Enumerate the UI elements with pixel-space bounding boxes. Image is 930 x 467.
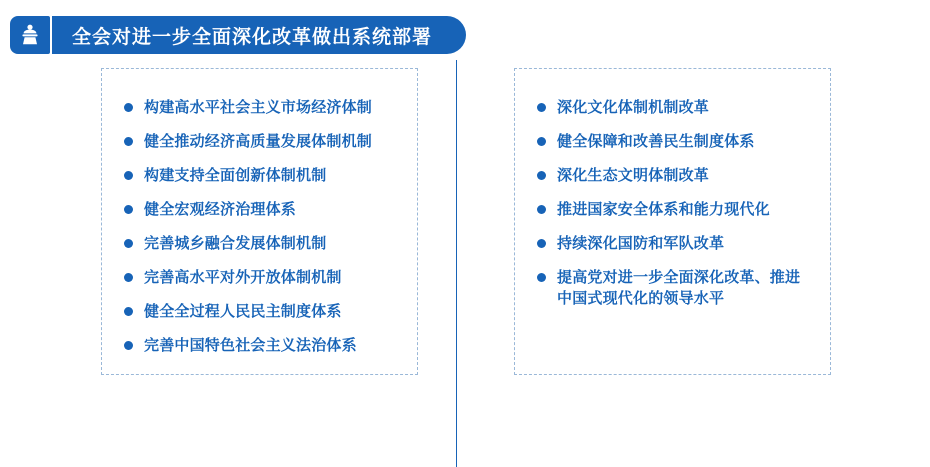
- list-item-label: 深化生态文明体制改革: [557, 167, 710, 184]
- list-item: [124, 97, 399, 118]
- list-item-label: 健全推动经济高质量发展体制机制: [144, 133, 373, 150]
- bullet-dot-icon: [537, 239, 546, 248]
- bullet-dot-icon: [537, 273, 546, 282]
- list-item: [124, 335, 399, 356]
- bullet-dot-icon: [124, 205, 133, 214]
- list-item: [537, 131, 812, 152]
- left-column-list: [124, 97, 399, 356]
- header-bar: [52, 16, 466, 54]
- list-item-label: 健全宏观经济治理体系: [144, 201, 297, 218]
- bullet-dot-icon: [537, 205, 546, 214]
- list-item: [124, 233, 399, 254]
- list-item-label: 推进国家安全体系和能力现代化: [557, 201, 770, 218]
- list-item-label: 持续深化国防和军队改革: [557, 235, 725, 252]
- right-column-list: [537, 97, 812, 309]
- list-item-label: 完善中国特色社会主义法治体系: [144, 337, 357, 354]
- list-item-label: 完善高水平对外开放体制机制: [144, 269, 342, 286]
- list-item: [124, 301, 399, 322]
- page-title: 全会对进一步全面深化改革做出系统部署: [72, 26, 433, 48]
- bullet-dot-icon: [124, 307, 133, 316]
- list-item: [537, 233, 812, 254]
- list-item-label: 构建高水平社会主义市场经济体制: [144, 99, 373, 116]
- list-item-label: 健全全过程人民民主制度体系: [144, 303, 342, 320]
- bullet-dot-icon: [124, 273, 133, 282]
- bullet-dot-icon: [124, 341, 133, 350]
- list-item: [124, 199, 399, 220]
- bullet-dot-icon: [537, 171, 546, 180]
- bullet-dot-icon: [124, 239, 133, 248]
- bullet-dot-icon: [537, 137, 546, 146]
- list-item: [537, 165, 812, 186]
- list-item-label: 深化文化体制机制改革: [557, 99, 710, 116]
- list-item: [124, 165, 399, 186]
- list-item: [537, 97, 812, 118]
- podium-icon: [10, 16, 50, 54]
- bullet-dot-icon: [537, 103, 546, 112]
- bullet-dot-icon: [124, 103, 133, 112]
- list-item: [124, 267, 399, 288]
- list-item: [537, 267, 812, 309]
- bullet-dot-icon: [124, 137, 133, 146]
- content-columns: [0, 68, 930, 398]
- list-item: [537, 199, 812, 220]
- bullet-dot-icon: [124, 171, 133, 180]
- list-item-label: 完善城乡融合发展体制机制: [144, 235, 327, 252]
- right-column: [514, 68, 831, 375]
- left-column: [101, 68, 418, 375]
- list-item-label: 构建支持全面创新体制机制: [144, 167, 327, 184]
- list-item-label: 提高党对进一步全面深化改革、推进中国式现代化的领导水平: [557, 269, 801, 307]
- list-item-label: 健全保障和改善民生制度体系: [557, 133, 755, 150]
- header: [10, 16, 466, 54]
- list-item: [124, 131, 399, 152]
